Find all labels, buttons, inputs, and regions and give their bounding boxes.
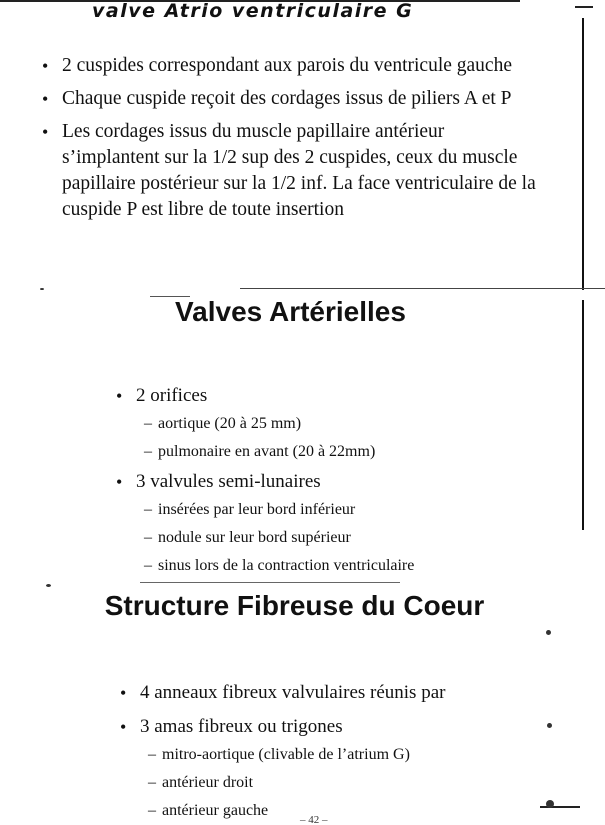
sub-item-text: antérieur droit: [162, 774, 254, 791]
bullet-text: Les cordages issus du muscle papillaire antérieur s’implantent sur la 1/2 sup des 2 cuspides, ceux du muscle papillaire postérieur sur la 1/2 inf. La face ventriculaire de la cuspide P est libre de toute insertion: [62, 121, 536, 220]
sub-list: [140, 741, 570, 825]
bullet-icon: •: [116, 386, 123, 406]
bullet-icon: •: [42, 122, 49, 142]
sub-item-text: nodule sur leur bord supérieur: [158, 529, 351, 546]
bullet-text: Chaque cuspide reçoit des cordages issus de piliers A et P: [62, 88, 512, 109]
sub-item-text: pulmonaire en avant (20 à 22mm): [158, 443, 376, 460]
list-item: [42, 86, 537, 112]
section-title-arterial-valves: Valves Artérielles: [175, 296, 406, 327]
dash-icon: –: [148, 774, 156, 791]
list-item: [120, 715, 570, 825]
bullet-icon: •: [42, 56, 49, 76]
list-item: [116, 384, 556, 466]
dash-icon: –: [144, 443, 152, 460]
bullet-icon: •: [120, 683, 127, 703]
sub-list-item: [144, 496, 556, 524]
fibrous-structure-list: [120, 681, 570, 825]
sub-list: [136, 410, 556, 466]
top-right-scan-line: [575, 6, 593, 8]
page-number: – 42 –: [300, 814, 328, 825]
right-edge-line-middle: [582, 300, 584, 530]
sub-item-text: sinus lors de la contraction ventriculaire: [158, 557, 415, 574]
bullet-icon: •: [120, 717, 127, 737]
sub-item-text: insérées par leur bord inférieur: [158, 501, 356, 518]
dash-icon: –: [144, 557, 152, 574]
dash-icon: –: [148, 802, 156, 819]
dash-icon: –: [144, 501, 152, 518]
list-item: [120, 681, 570, 705]
sub-list-item: [148, 769, 570, 797]
sub-item-text: antérieur gauche: [162, 802, 269, 819]
bullet-text: 4 anneaux fibreux valvulaires réunis par: [140, 682, 446, 703]
list-item: [42, 119, 537, 223]
dash-icon: –: [144, 415, 152, 432]
right-edge-line-upper: [582, 18, 584, 290]
sub-item-text: aortique (20 à 25 mm): [158, 415, 302, 432]
bullet-icon: •: [116, 472, 123, 492]
sub-list: [136, 496, 556, 580]
sub-list-item: [144, 410, 556, 438]
sub-list-item: [148, 797, 570, 825]
mitral-valve-bullet-list: [42, 53, 537, 230]
bullet-text: 2 orifices: [136, 385, 208, 406]
sub-list-item: [144, 524, 556, 552]
list-item: [116, 470, 556, 580]
sub-list-item: [144, 552, 556, 580]
bullet-icon: •: [42, 89, 49, 109]
scan-speck: [46, 584, 51, 587]
sub-item-text: mitro-aortique (clivable de l’atrium G): [162, 746, 410, 763]
dash-icon: –: [148, 746, 156, 763]
bullet-text: 3 amas fibreux ou trigones: [140, 716, 343, 737]
section-divider-line: [240, 288, 605, 289]
bullet-text: 3 valvules semi-lunaires: [136, 471, 321, 492]
list-item: [42, 53, 537, 79]
section-title-fibrous-structure: Structure Fibreuse du Coeur: [104, 590, 485, 621]
sub-list-item: [148, 741, 570, 769]
handwritten-title: valve Atrio ventriculaire G: [92, 0, 414, 22]
scan-speck: [40, 288, 44, 290]
sub-list-item: [144, 438, 556, 466]
dash-icon: –: [144, 529, 152, 546]
scan-speck: [546, 630, 551, 635]
arterial-valves-list: [116, 384, 556, 584]
bullet-text: 2 cuspides correspondant aux parois du ventricule gauche: [62, 55, 512, 76]
